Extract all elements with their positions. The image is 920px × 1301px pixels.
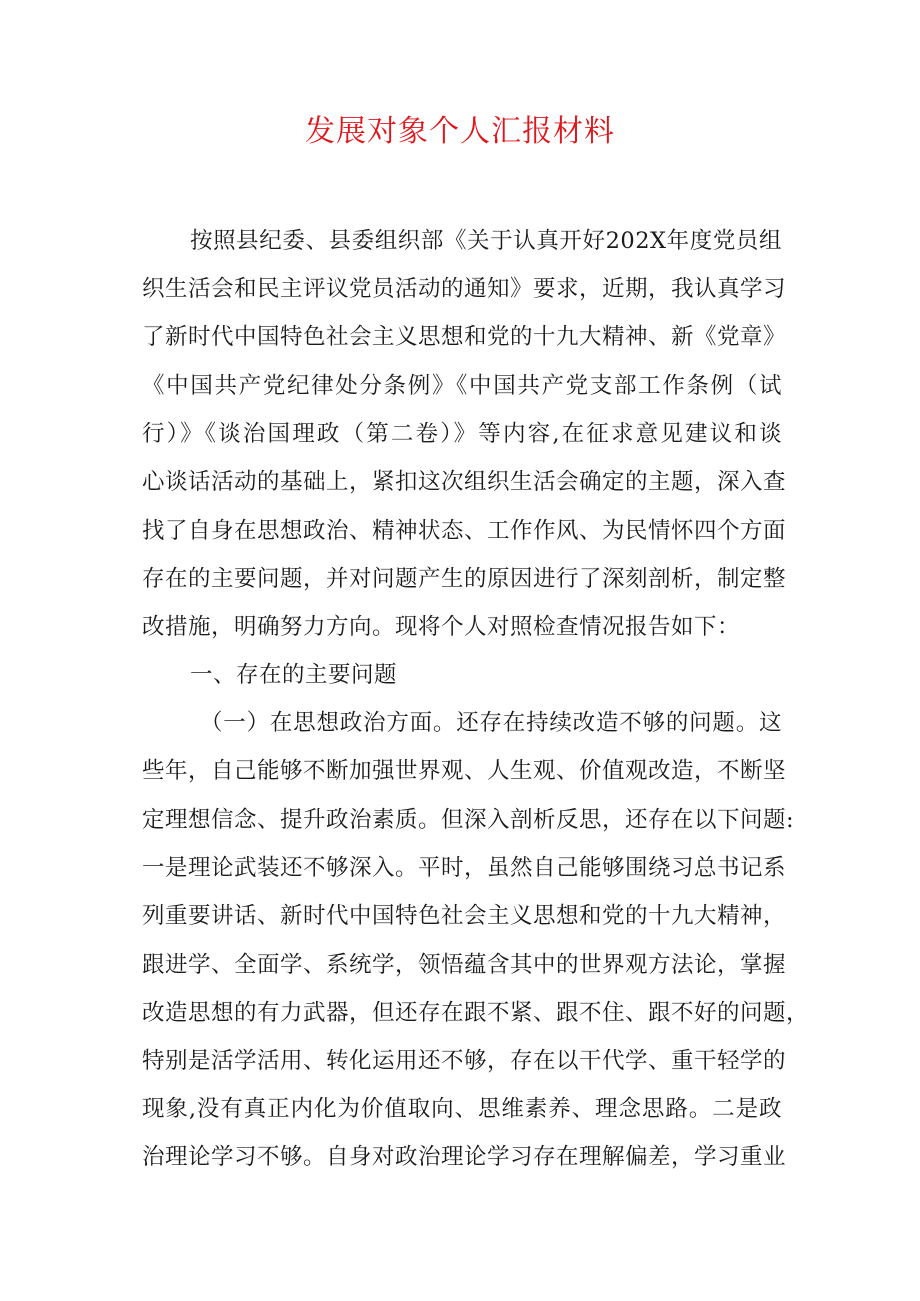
paragraph-line: 定理想信念、提升政治素质。但深入剖析反思，还存在以下问题:: [142, 807, 795, 833]
paragraph-line: 改造思想的有力武器，但还存在跟不紧、跟不住、跟不好的问题，: [142, 1000, 810, 1026]
paragraph-line: 《中国共产党纪律处分条例》《中国共产党支部工作条例（试: [142, 373, 782, 399]
paragraph-line: 存在的主要问题，并对问题产生的原因进行了深刻剖析，制定整: [142, 566, 787, 592]
paragraph-line: 心谈话活动的基础上，紧扣这次组织生活会确定的主题，深入查: [142, 469, 787, 495]
paragraph-line: 行）》《谈治国理政（第二卷）》等内容,在征求意见建议和谈: [142, 421, 782, 447]
paragraph-line: 改措施，明确努力方向。现将个人对照检查情况报告如下：: [142, 614, 741, 640]
paragraph-line: 一是理论武装还不够深入。平时，虽然自己能够围绕习总书记系: [142, 855, 787, 881]
paragraph-line: 按照县纪委、县委组织部《关于认真开好202X年度党员组: [190, 228, 782, 254]
document-title: 发展对象个人汇报材料: [305, 114, 615, 149]
paragraph-line: 特别是活学活用、转化运用还不够，存在以干代学、重干轻学的: [142, 1048, 787, 1074]
paragraph-line: 列重要讲话、新时代中国特色社会主义思想和党的十九大精神，: [142, 903, 787, 929]
paragraph-line: 些年，自己能够不断加强世界观、人生观、价值观改造，不断坚: [142, 758, 787, 784]
paragraph-line: （一）在思想政治方面。还存在持续改造不够的问题。这: [200, 710, 782, 736]
paragraph-line: 治理论学习不够。自身对政治理论学习存在理解偏差，学习重业: [142, 1144, 787, 1170]
paragraph-line: 织生活会和民主评议党员活动的通知》要求，近期，我认真学习: [142, 276, 787, 302]
paragraph-line: 了新时代中国特色社会主义思想和党的十九大精神、新《党章》: [142, 324, 787, 350]
paragraph-line: 找了自身在思想政治、精神状态、工作作风、为民情怀四个方面: [142, 518, 787, 544]
section-heading: 一、存在的主要问题: [190, 662, 398, 688]
paragraph-line: 现象,没有真正内化为价值取向、思维素养、理念思路。二是政: [142, 1096, 782, 1122]
paragraph-line: 跟进学、全面学、系统学，领悟蕴含其中的世界观方法论，掌握: [142, 952, 787, 978]
